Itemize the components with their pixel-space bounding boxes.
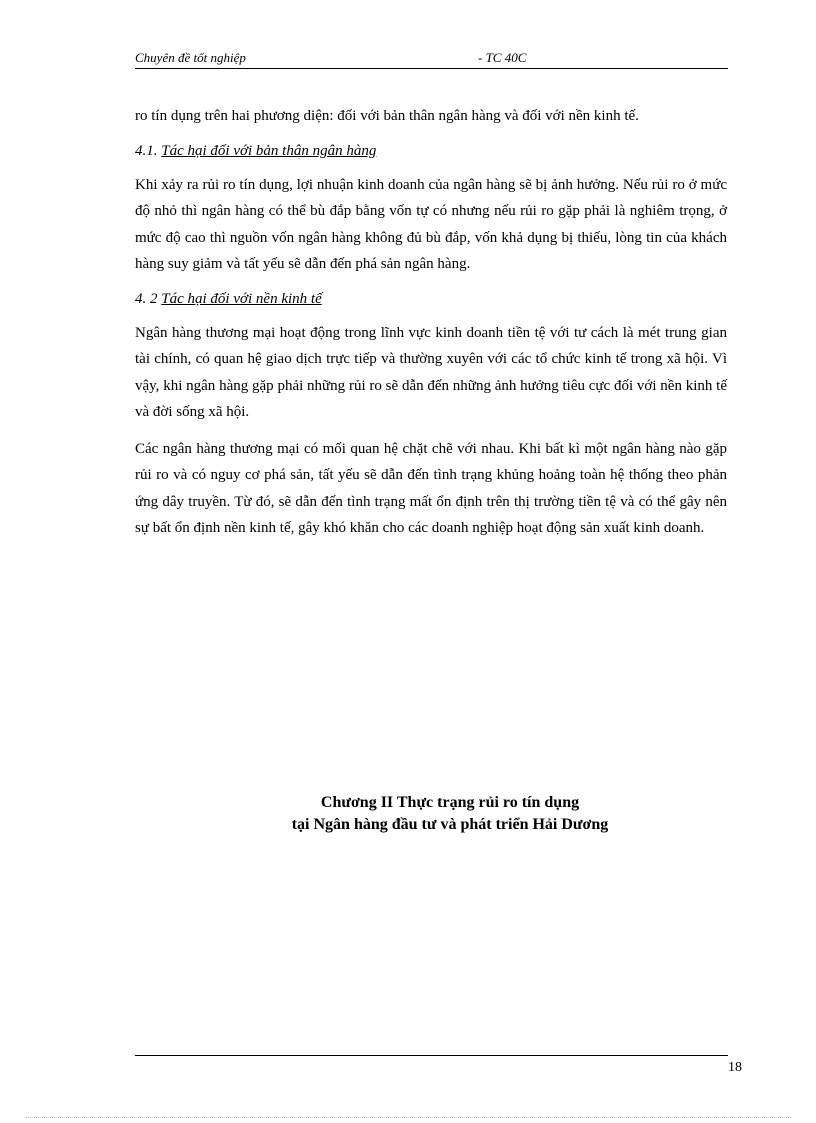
footer-rule bbox=[135, 1055, 728, 1056]
chapter-title-line-2: tại Ngân hàng đầu tư và phát triển Hải Dương bbox=[291, 816, 609, 833]
page-header bbox=[135, 48, 728, 69]
page-edge-divider bbox=[25, 1117, 791, 1118]
section-number: 4.1. bbox=[135, 142, 158, 159]
chapter-title bbox=[135, 792, 765, 836]
chapter-title-line-1: Chương II Thực trạng rủi ro tín dụng bbox=[320, 794, 580, 811]
section-title: Tác hại đối với nền kinh tế bbox=[161, 290, 322, 307]
header-document-title: Chuyên đề tốt nghiệp bbox=[135, 50, 246, 65]
section-title: Tác hại đối với bản thân ngân hàng bbox=[161, 142, 377, 159]
section-4-2-paragraph-1: Ngân hàng thương mại hoạt động trong lĩnh vực kinh doanh tiền tệ với tư cách là mét trung gian tài chính, có quan hệ giao dịch trực tiếp và thường xuyên với các tổ chức kinh tế trong xã hội. Vì vậy, khi ngân hàng gặp phải những rủi ro sẽ dẫn đến những ảnh hưởng tiêu cực đối với nền kinh tế và đời sống xã hội. bbox=[135, 324, 727, 420]
section-number: 4. 2 bbox=[135, 290, 158, 307]
section-4-1-paragraph: Khi xảy ra rủi ro tín dụng, lợi nhuận kinh doanh của ngân hàng sẽ bị ảnh hưởng. Nếu rủi ro ở mức độ nhỏ thì ngân hàng có thể bù đắp bằng vốn tự có nhưng nếu rủi ro gặp phải là nghiêm trọng, ở mức độ cao thì nguồn vốn ngân hàng không đủ bù đắp, vốn khả dụng bị thiếu, lòng tin của khách hàng suy giảm và tất yếu sẽ dẫn đến phá sản ngân hàng. bbox=[135, 176, 727, 272]
page-number: 18 bbox=[728, 1060, 742, 1075]
intro-paragraph: ro tín dụng trên hai phương diện: đối với bản thân ngân hàng và đối với nền kinh tế. bbox=[135, 108, 639, 124]
header-class-code: - TC 40C bbox=[478, 50, 527, 65]
section-heading-4-1 bbox=[135, 140, 727, 162]
section-heading-4-2 bbox=[135, 288, 727, 310]
page-body bbox=[135, 103, 727, 552]
section-4-2-paragraph-2: Các ngân hàng thương mại có mối quan hệ chặt chẽ với nhau. Khi bất kì một ngân hàng nào gặp rủi ro và có nguy cơ phá sản, tất yếu sẽ dẫn đến tình trạng khủng hoảng toàn hệ thống theo phản ứng dây truyền. Từ đó, sẽ dẫn đến tình trạng mất ổn định trên thị trường tiền tệ và có thể gây nên sự bất ổn định nền kinh tế, gây khó khăn cho các doanh nghiệp hoạt động sản xuất kinh doanh. bbox=[135, 440, 727, 536]
